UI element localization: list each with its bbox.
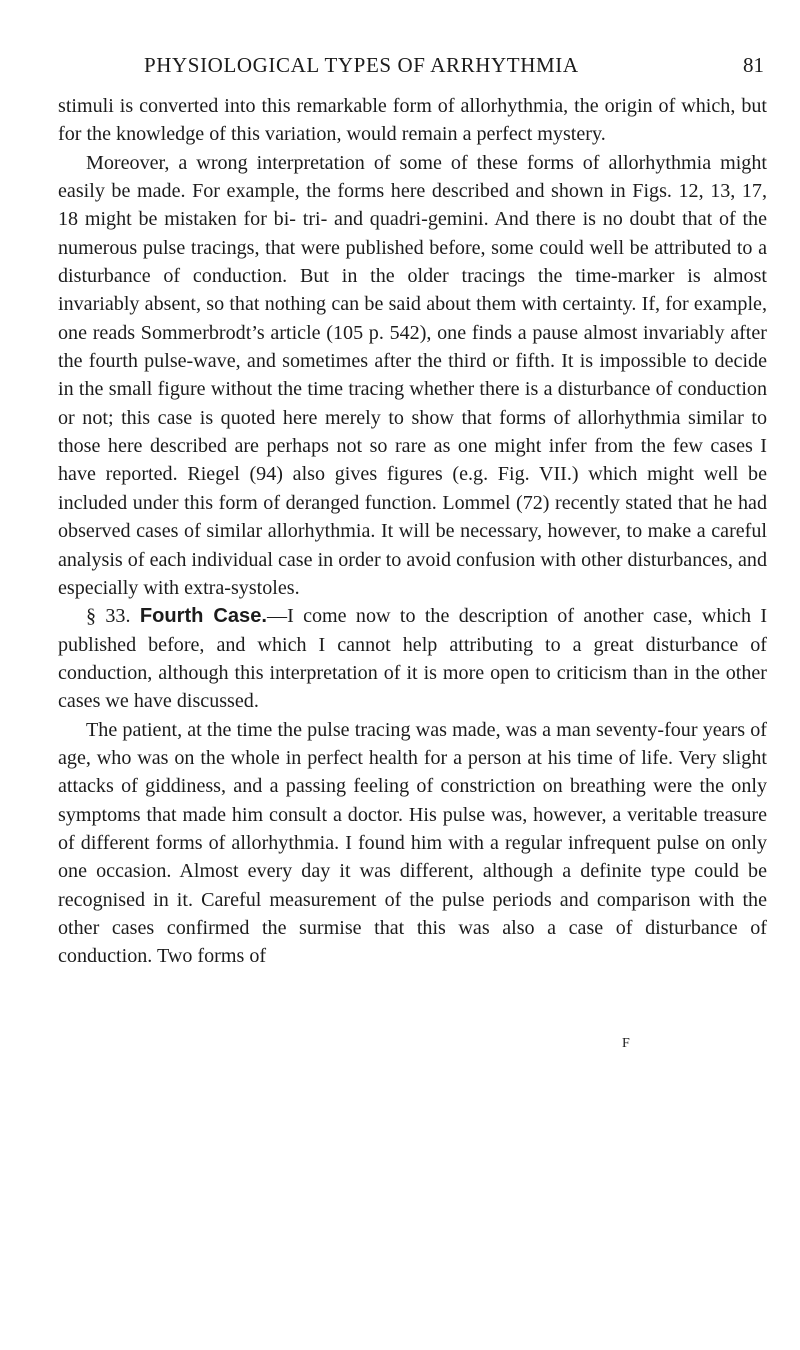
- section-number: § 33.: [86, 605, 131, 628]
- section-heading: Fourth Case.: [139, 605, 267, 628]
- paragraph-2: Moreover, a wrong interpretation of some of these forms of allorhythmia might easily be made. For example, the forms here described and shown in Figs. 12, 13, 17, 18 might be mistaken for bi- tri- and quadri-gemini. And there is no doubt that of the numerous pulse tracings, that were published before, some could well be attributed to a disturbance of conduction. But in the older tracings the time-marker is almost invariably absent, so that nothing can be said about them with certainty. If, for example, one reads Sommerbrodt’s article (105 p. 542), one finds a pause almost invariably after the fourth pulse-wave, and sometimes after the third or fifth. It is impossible to decide in the small figure without the time tracing whether there is a disturbance of conduction or not; this case is quoted here merely to show that forms of allorhythmia similar to those here described are perhaps not so rare as one might infer from the few cases I have reported. Riegel (94) also gives figures (e.g. Fig. VII.) which might well be included under this form of deranged function. Lommel (72) recently stated that he had observed cases of similar allorhythmia. It will be necessary, however, to make a careful analysis of each individual case in order to avoid confusion with other disturbances, and especially with extra-systoles.: [58, 151, 767, 599]
- signature-mark: F: [622, 1036, 630, 1051]
- paragraph-3-text: —I come now to the description of another case, which I published before, and which I cannot help attributing to a great disturbance of conduction, although this interpretation of it is more open to criticism than in the other cases we have discussed.: [58, 605, 768, 713]
- page-header: [0, 53, 800, 93]
- page-number: 81: [743, 53, 764, 77]
- paragraph-4: The patient, at the time the pulse tracing was made, was a man seventy-four years of age, who was on the whole in perfect health for a person at his time of life. Very slight attacks of giddiness, and a passing feeling of constriction on breathing were the only symptoms that made him consult a doctor. His pulse was, however, a veritable treasure of different forms of allorhythmia. I found him with a regular infrequent pulse on only one occasion. Almost every day it was different, although a definite type could be recognised in it. Careful measurement of the pulse periods and comparison with the other cases confirmed the surmise that this was also a case of disturbance of conduction. Two forms of: [58, 718, 767, 968]
- body-text: [58, 92, 767, 971]
- paragraph-3: [58, 602, 767, 715]
- running-head: PHYSIOLOGICAL TYPES OF ARRHYTHMIA: [144, 53, 579, 77]
- paragraph-1: stimuli is converted into this remarkable form of allorhythmia, the origin of which, but for the knowledge of this variation, would remain a perfect mystery.: [58, 95, 767, 146]
